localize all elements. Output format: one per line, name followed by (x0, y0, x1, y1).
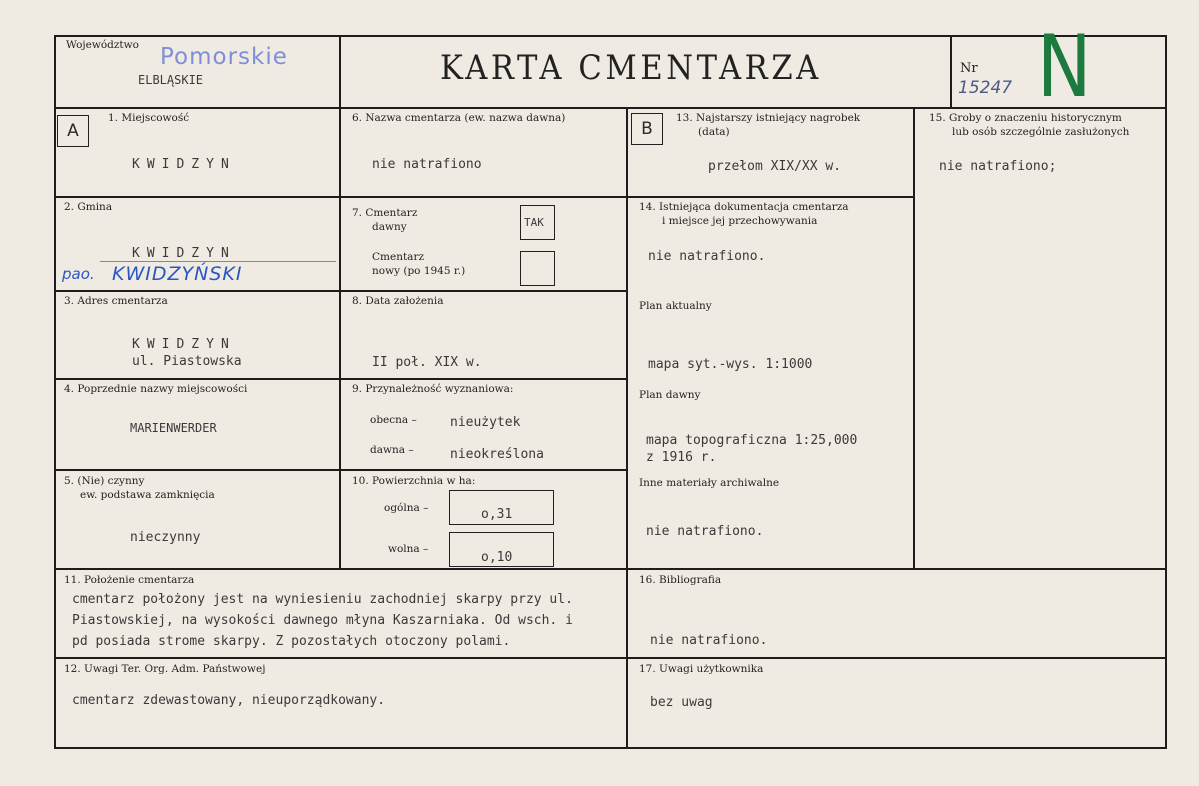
wojewodztwo-typed: ELBLĄSKIE (138, 73, 204, 87)
plan-dawny-value-line2: z 1916 r. (646, 450, 717, 465)
f13-label-line1: 13. Najstarszy istniejący nagrobek (676, 112, 861, 124)
f4-value: MARIENWERDER (130, 421, 217, 435)
f7-checkbox-dawny (520, 205, 555, 240)
header-divider-v1 (339, 35, 341, 109)
f16-value: nie natrafiono. (650, 633, 768, 648)
f7-label-a1: 7. Cmentarz (352, 207, 418, 219)
row-divider-3 (54, 378, 628, 380)
f15-label-line2: lub osób szczególnie zasłużonych (952, 126, 1130, 138)
header-divider (54, 107, 1167, 109)
f14-value: nie natrafiono. (648, 249, 766, 264)
f17-value: bez uwag (650, 695, 713, 710)
frame-left-line (54, 35, 56, 749)
f5-value: nieczynny (130, 530, 201, 545)
f4-label: 4. Poprzednie nazwy miejscowości (64, 383, 248, 395)
plan-aktualny-value: mapa syt.-wys. 1:1000 (648, 357, 813, 372)
f10-wolna-value: o,10 (481, 550, 513, 565)
f7-checkbox-dawny-value: TAK (524, 216, 544, 229)
f5-label-line1: 5. (Nie) czynny (64, 475, 145, 487)
f17-label: 17. Uwagi użytkownika (639, 663, 764, 675)
f9-dawna-label: dawna – (370, 444, 414, 456)
f9-dawna-value: nieokreślona (450, 447, 544, 462)
f13-value: przełom XIX/XX w. (708, 159, 842, 174)
section-b-letter: B (631, 113, 663, 145)
f2-hand-value: KWIDZYŃSKI (112, 263, 243, 285)
frame-top-line (54, 35, 1167, 37)
row-divider-2 (54, 290, 628, 292)
f14-label-line2: i miejsce jej przechowywania (662, 215, 818, 227)
frame-right-line (1165, 35, 1167, 749)
f1-value: KWIDZYN (132, 157, 236, 172)
f10-label: 10. Powierzchnia w ha: (352, 475, 476, 487)
plan-aktualny-label: Plan aktualny (639, 300, 712, 312)
wojewodztwo-label: Województwo (66, 39, 139, 51)
wojewodztwo-stamp: Pomorskie (160, 44, 288, 70)
plan-dawny-value-line1: mapa topograficzna 1:25,000 (646, 433, 858, 448)
f15-label-line1: 15. Groby o znaczeniu historycznym (929, 112, 1122, 124)
f2-underline (100, 261, 336, 262)
row-divider-6 (54, 657, 1167, 659)
f8-label: 8. Data założenia (352, 295, 444, 307)
f15-value: nie natrafiono; (939, 159, 1057, 174)
f10-ogolna-label: ogólna – (384, 502, 429, 514)
f8-value: II poł. XIX w. (372, 355, 482, 370)
f10-wolna-label: wolna – (388, 543, 429, 555)
row-divider-5 (54, 568, 1167, 570)
f7-label-a2: dawny (372, 221, 407, 233)
f1-label: 1. Miejscowość (108, 112, 190, 124)
f13-label-line2: (data) (698, 126, 730, 138)
f14-label-line1: 14. Istniejąca dokumentacja cmentarza (639, 201, 849, 213)
f9-label: 9. Przynależność wyznaniowa: (352, 383, 514, 395)
f11-line2: Piastowskiej, na wysokości dawnego młyna Kaszarniaka. Od wsch. i (72, 613, 573, 628)
f3-value-line2: ul. Piastowska (132, 354, 242, 369)
col-divider-3 (913, 107, 915, 570)
f6-value: nie natrafiono (372, 157, 482, 172)
f7-checkbox-nowy (520, 251, 555, 286)
f3-value-line1: KWIDZYN (132, 337, 236, 352)
f7-label-b1: Cmentarz (372, 251, 424, 263)
row-divider-1 (54, 196, 915, 198)
f12-value: cmentarz zdewastowany, nieuporządkowany. (72, 693, 386, 708)
inne-label: Inne materiały archiwalne (639, 477, 780, 489)
frame-bottom-line (54, 747, 1167, 749)
col-divider-1 (339, 107, 341, 570)
f10-ogolna-value: o,31 (481, 507, 513, 522)
category-letter: N (1036, 17, 1092, 117)
f9-obecna-value: nieużytek (450, 415, 521, 430)
row-divider-4 (54, 469, 628, 471)
f2-label: 2. Gmina (64, 201, 113, 213)
section-a-letter: A (57, 115, 89, 147)
f11-line3: pd posiada strome skarpy. Z pozostałych otoczony polami. (72, 634, 511, 649)
f11-label: 11. Położenie cmentarza (64, 574, 195, 586)
nr-value: 15247 (958, 78, 1013, 98)
f2-value: KWIDZYN (132, 246, 236, 261)
f5-label-line2: ew. podstawa zamknięcia (80, 489, 215, 501)
f16-label: 16. Bibliografia (639, 574, 722, 586)
f12-label: 12. Uwagi Ter. Org. Adm. Państwowej (64, 663, 266, 675)
plan-dawny-label: Plan dawny (639, 389, 701, 401)
f2-hand-prefix: pao. (62, 265, 95, 283)
f7-label-b2: nowy (po 1945 r.) (372, 265, 466, 277)
f6-label: 6. Nazwa cmentarza (ew. nazwa dawna) (352, 112, 566, 124)
f3-label: 3. Adres cmentarza (64, 295, 168, 307)
nr-label: Nr (960, 61, 978, 76)
header-divider-v2 (950, 35, 952, 109)
col-divider-2 (626, 107, 628, 749)
f9-obecna-label: obecna – (370, 414, 417, 426)
card-title: KARTA CMENTARZA (440, 48, 822, 88)
f11-line1: cmentarz położony jest na wyniesieniu zachodniej skarpy przy ul. (72, 592, 573, 607)
inne-value: nie natrafiono. (646, 524, 764, 539)
